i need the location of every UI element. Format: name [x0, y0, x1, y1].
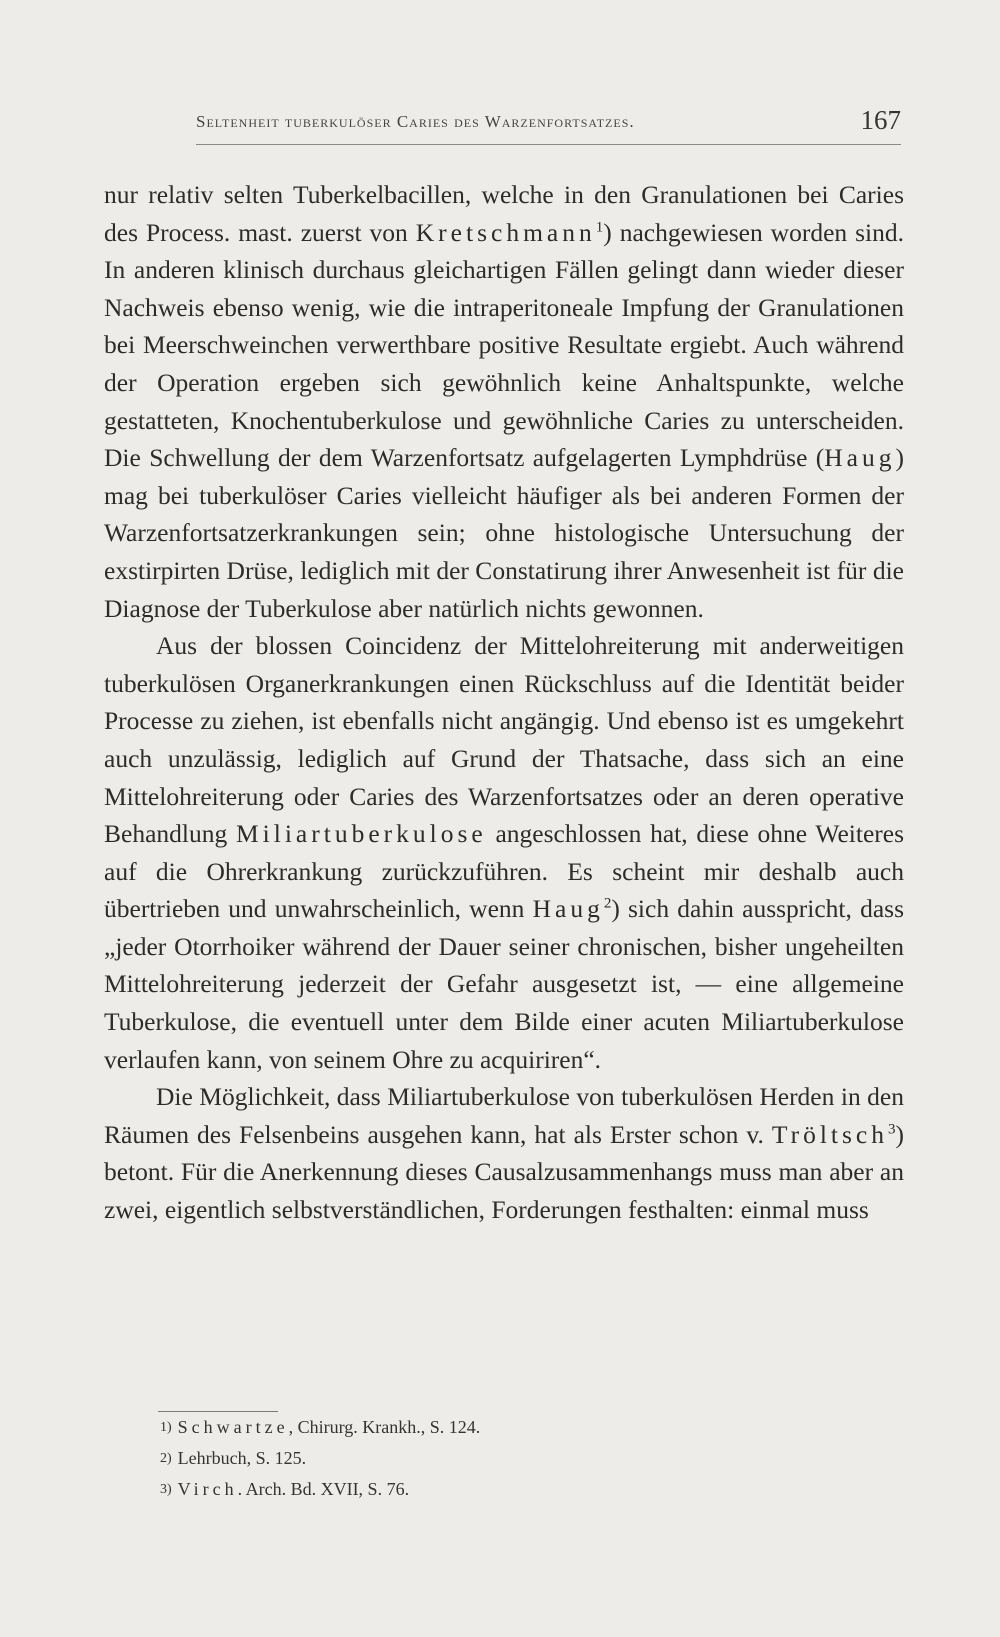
footnote-author: Virch — [177, 1479, 238, 1499]
footnote-mark: 1) — [160, 1420, 172, 1435]
text-segment: ) betont. Für die Anerkennung dieses Causalzusammenhangs muss man aber an zwei, eigentlich selbstverständlichen, Forderungen festhalten: einmal muss — [104, 1119, 904, 1225]
footnote-text: , Chirurg. Krankh., S. 124. — [288, 1417, 481, 1437]
body-text — [104, 176, 904, 1229]
spaced-name: Tröltsch — [771, 1119, 888, 1149]
footnote-text: . Arch. Bd. XVII, S. 76. — [237, 1479, 410, 1499]
page-number: 167 — [860, 105, 901, 135]
footnotes — [160, 1412, 660, 1505]
text-segment: Aus der blossen Coincidenz der Mittelohreiterung mit anderweitigen tuberkulösen Organerkrankungen einen Rückschluss auf die Identität beider Processe zu ziehen, ist ebenfalls nicht angängig. Und ebenso ist es umgekehrt auch unzulässig, lediglich auf Grund der Thatsache, dass sich an eine Mittelohreiterung oder Caries des Warzenfortsatzes oder an deren operative Behandlung — [104, 631, 904, 849]
spaced-name: Haug — [532, 894, 604, 924]
footnote-text: Lehrbuch, S. 125. — [177, 1448, 307, 1468]
footnote — [160, 1443, 660, 1474]
paragraph — [104, 1078, 904, 1228]
spaced-name: Miliartuberkulose — [236, 819, 487, 849]
footnote-mark: 2) — [160, 1451, 172, 1466]
paragraph — [104, 176, 904, 627]
text-segment: ) mag bei tuberkulöser Caries vielleicht häufiger als bei anderen Formen der Warzenfortsatzerkrankungen sein; ohne histologische Untersuchung der exstirpirten Drüse, lediglich mit der Constatirung ihrer Anwesenheit ist für die Diagnose der Tuberkulose aber natürlich nichts gewonnen. — [104, 443, 904, 623]
footnote-marker: 2 — [603, 895, 612, 912]
footnote-marker: 3 — [888, 1121, 896, 1138]
footnote-marker: 1 — [595, 219, 604, 236]
spaced-name: Haug — [824, 443, 896, 473]
text-segment: ) sich dahin ausspricht, dass „jeder Otorrhoiker während der Dauer seiner chronischen, bisher ungeheilten Mittelohreiterung jederzeit der Gefahr ausgesetzt ist, — eine allgemeine Tuberkulose, die eventuell unter dem Bilde einer acuten Miliartuberkulose verlaufen kann, von seinem Ohre zu acquiriren“. — [104, 894, 904, 1074]
footnote — [160, 1474, 660, 1505]
text-segment: ) nachgewiesen worden sind. In anderen klinisch durchaus gleichartigen Fällen gelingt dann wieder dieser Nachweis ebenso wenig, wie die intraperitoneale Impfung der Granulationen bei Meerschweinchen verwerthbare positive Resultate ergiebt. Auch während der Operation ergeben sich gewöhnlich keine Anhaltspunkte, welche gestatteten, Knochentuberkulose und gewöhnliche Caries zu unterscheiden. Die Schwellung der dem Warzenfortsatz aufgelagerten Lymphdrüse ( — [104, 217, 904, 473]
spaced-name: Kretschmann — [415, 217, 596, 247]
footnote — [160, 1412, 660, 1443]
text-segment: Die Möglichkeit, dass Miliartuberkulose von tuberkulösen Herden in den Räumen des Felsenbeins ausgehen kann, hat als Erster schon v. — [104, 1082, 904, 1149]
text-segment: nur relativ selten Tuberkelbacillen, welche in den Granulationen bei Caries des Process. mast. zuerst von — [104, 180, 904, 247]
page-header — [196, 104, 901, 145]
running-title: Seltenheit tuberkulöser Caries des Warzenfortsatzes. — [196, 112, 635, 131]
footnote-author: Schwartze — [177, 1417, 289, 1437]
paragraph — [104, 627, 904, 1078]
text-segment: angeschlossen hat, diese ohne Weiteres auf die Ohrerkrankung zurückzuführen. Es scheint mir deshalb auch übertrieben und unwahrscheinlich, wenn — [104, 819, 904, 924]
footnote-mark: 3) — [160, 1482, 172, 1497]
